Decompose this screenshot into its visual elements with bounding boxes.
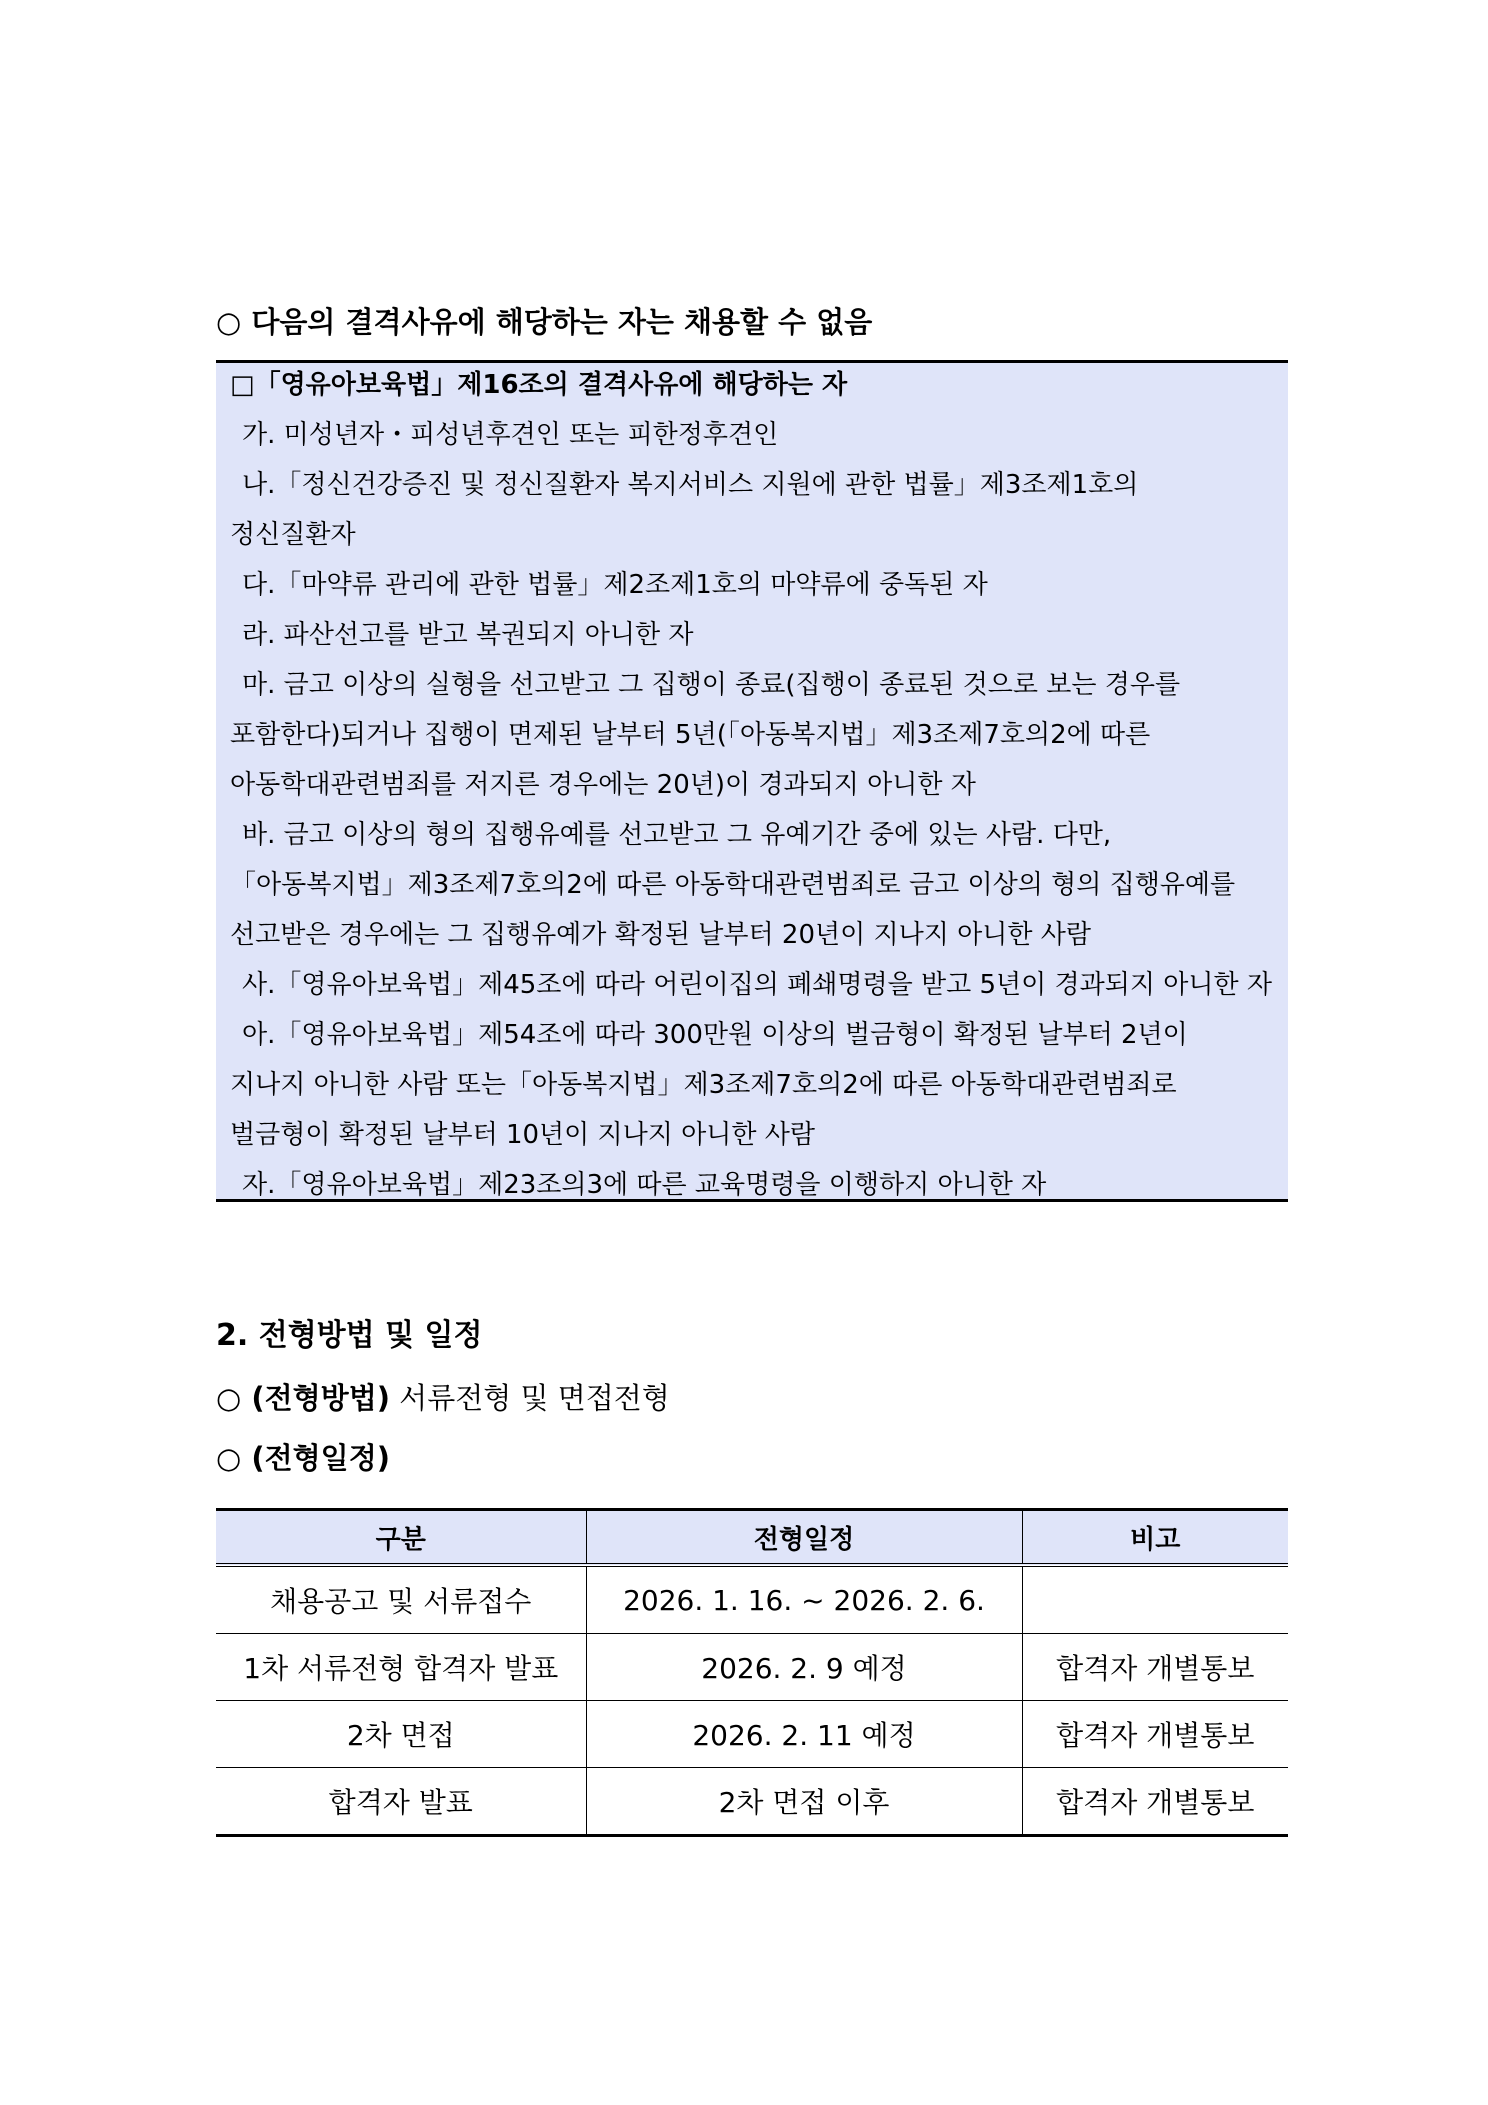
cell-note: 합격자 개별통보 (1022, 1768, 1288, 1836)
list-item: 마. 금고 이상의 실형을 선고받고 그 집행이 종료(집행이 종료된 것으로 보는 경우를 (242, 670, 1181, 700)
cell-schedule: 2차 면접 이후 (586, 1768, 1022, 1836)
table-row (216, 1768, 1288, 1836)
table-row (216, 1634, 1288, 1701)
section-title: 2. 전형방법 및 일정 (216, 1318, 483, 1353)
list-item: 다.「마약류 관리에 관한 법률」제2조제1호의 마약류에 중독된 자 (242, 570, 988, 600)
list-item: 선고받은 경우에는 그 집행유예가 확정된 날부터 20년이 지나지 아니한 사람 (230, 920, 1091, 950)
cell-schedule: 2026. 2. 11 예정 (586, 1701, 1022, 1768)
list-item: 아동학대관련범죄를 저지른 경우에는 20년)이 경과되지 아니한 자 (230, 770, 976, 800)
schedule-line (216, 1438, 390, 1478)
schedule-label: ○ (전형일정) (216, 1441, 390, 1475)
list-item: 아.「영유아보육법」제54조에 따라 300만원 이상의 벌금형이 확정된 날부터 2년이 (242, 1020, 1188, 1050)
list-item: 가. 미성년자・피성년후견인 또는 피한정후견인 (242, 420, 779, 450)
method-label: ○ (전형방법) (216, 1381, 390, 1415)
list-item: 바. 금고 이상의 형의 집행유예를 선고받고 그 유예기간 중에 있는 사람. 다만, (242, 820, 1112, 850)
table-row (216, 1701, 1288, 1768)
disqualification-heading: ○ 다음의 결격사유에 해당하는 자는 채용할 수 없음 (216, 305, 873, 339)
schedule-table (216, 1508, 1288, 1837)
cell-category: 2차 면접 (216, 1701, 586, 1768)
list-item: 벌금형이 확정된 날부터 10년이 지나지 아니한 사람 (230, 1120, 815, 1150)
header-note: 비고 (1022, 1510, 1288, 1566)
list-item: 사.「영유아보육법」제45조에 따라 어린이집의 폐쇄명령을 받고 5년이 경과되지 아니한 자 (242, 970, 1272, 1000)
cell-category: 합격자 발표 (216, 1768, 586, 1836)
cell-schedule: 2026. 1. 16. ~ 2026. 2. 6. (586, 1565, 1022, 1634)
header-category: 구분 (216, 1510, 586, 1566)
method-text: 서류전형 및 면접전형 (389, 1381, 670, 1415)
table-header-row (216, 1510, 1288, 1566)
header-schedule: 전형일정 (586, 1510, 1022, 1566)
cell-category: 1차 서류전형 합격자 발표 (216, 1634, 586, 1701)
list-item: 정신질환자 (230, 520, 356, 550)
method-line (216, 1378, 670, 1418)
list-item: 지나지 아니한 사람 또는「아동복지법」제3조제7호의2에 따른 아동학대관련범죄로 (230, 1070, 1177, 1100)
cell-note (1022, 1565, 1288, 1634)
cell-schedule: 2026. 2. 9 예정 (586, 1634, 1022, 1701)
cell-category: 채용공고 및 서류접수 (216, 1565, 586, 1634)
disqualification-box (216, 360, 1288, 1202)
cell-note: 합격자 개별통보 (1022, 1634, 1288, 1701)
box-title: □「영유아보육법」제16조의 결격사유에 해당하는 자 (230, 370, 848, 400)
list-item: 라. 파산선고를 받고 복권되지 아니한 자 (242, 620, 694, 650)
list-item: 포함한다)되거나 집행이 면제된 날부터 5년(「아동복지법」제3조제7호의2에 따른 (230, 720, 1151, 750)
list-item: 「아동복지법」제3조제7호의2에 따른 아동학대관련범죄로 금고 이상의 형의 집행유예를 (230, 870, 1236, 900)
cell-note: 합격자 개별통보 (1022, 1701, 1288, 1768)
list-item: 나.「정신건강증진 및 정신질환자 복지서비스 지원에 관한 법률」제3조제1호의 (242, 470, 1139, 500)
list-item: 자.「영유아보육법」제23조의3에 따른 교육명령을 이행하지 아니한 자 (242, 1170, 1047, 1200)
table-row (216, 1565, 1288, 1634)
